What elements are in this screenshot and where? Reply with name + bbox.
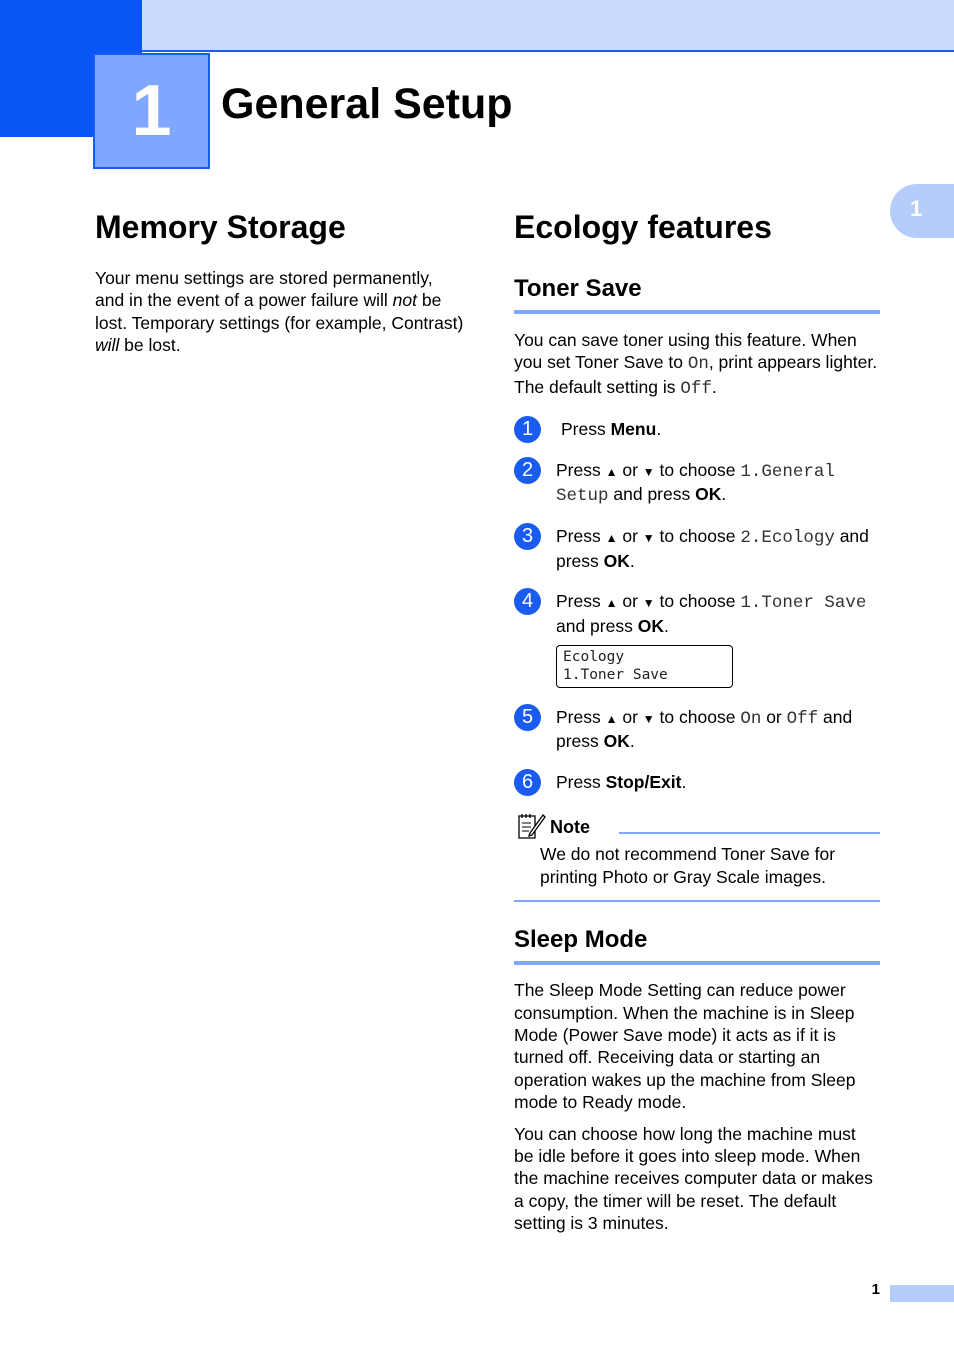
step-6	[514, 771, 880, 793]
page-number: 1	[871, 1281, 880, 1298]
chapter-title: General Setup	[221, 80, 513, 128]
step-number-icon: 2	[514, 457, 541, 484]
down-arrow-icon: ▼	[642, 712, 655, 727]
down-arrow-icon: ▼	[642, 596, 655, 611]
step-2	[514, 459, 880, 508]
up-arrow-icon: ▲	[605, 464, 618, 479]
note-text: We do not recommend Toner Save for printing Photo or Gray Scale images.	[540, 844, 836, 887]
step-text: Press ▲ or ▼ to choose 1.Toner Save and press OK.	[556, 591, 867, 636]
footer-tab	[890, 1285, 954, 1302]
note-divider	[619, 832, 880, 834]
down-arrow-icon: ▼	[642, 531, 655, 546]
memory-storage-text: Your menu settings are stored permanently, and in the event of a power failure will not be lost. Temporary settings (for example, Contrast) will be lost.	[95, 268, 464, 356]
step-number-icon: 4	[514, 588, 541, 615]
step-4	[514, 590, 880, 637]
ecology-heading: Ecology features	[514, 209, 772, 245]
note-title: Note	[550, 817, 590, 838]
up-arrow-icon: ▲	[605, 531, 618, 546]
step-1	[514, 418, 880, 440]
step-text: Press ▲ or ▼ to choose 1.General Setup and press OK.	[556, 459, 835, 507]
sleep-mode-paragraph-1: The Sleep Mode Setting can reduce power consumption. When the machine is in Sleep Mode (Power Save mode) it acts as if it is turned off. Receiving data or starting an operation wakes up the machine from Sleep mode to Ready mode.	[514, 980, 856, 1113]
step-3	[514, 525, 880, 572]
sleep-mode-paragraph-2: You can choose how long the machine must be idle before it goes into sleep mode. When the machine receives computer data or makes a copy, the timer will be reset. The default setting is 3 minutes.	[514, 1123, 873, 1234]
note-box	[514, 811, 880, 902]
step-text: Press ▲ or ▼ to choose 2.Ecology and press OK.	[556, 526, 869, 571]
up-arrow-icon: ▲	[605, 596, 618, 611]
up-arrow-icon: ▲	[605, 712, 618, 727]
sleep-mode-heading: Sleep Mode	[514, 924, 880, 965]
toner-save-heading: Toner Save	[514, 273, 880, 314]
memory-storage-section	[95, 205, 465, 357]
step-text: Press ▲ or ▼ to choose On or Off and press OK.	[556, 707, 853, 752]
ecology-section	[514, 205, 880, 1235]
memory-storage-heading: Memory Storage	[95, 209, 346, 245]
step-number-icon: 1	[514, 416, 541, 443]
step-number-icon: 3	[514, 523, 541, 550]
lcd-display	[556, 645, 733, 688]
step-text: Press Menu.	[561, 419, 662, 440]
step-text: Press Stop/Exit.	[556, 771, 687, 792]
chapter-side-tab: 1	[890, 184, 954, 238]
step-number-icon: 5	[514, 704, 541, 731]
toner-save-intro: You can save toner using this feature. When you set Toner Save to On, print appears lighter. The default setting is Off.	[514, 330, 878, 399]
down-arrow-icon: ▼	[642, 464, 655, 479]
header-band	[140, 0, 954, 52]
lcd-line-2: 1.Toner Save	[563, 667, 668, 684]
chapter-number: 1	[93, 53, 210, 169]
lcd-line-1: Ecology	[563, 649, 625, 666]
note-pencil-icon	[516, 811, 546, 841]
step-number-icon: 6	[514, 769, 541, 796]
step-5	[514, 706, 880, 753]
